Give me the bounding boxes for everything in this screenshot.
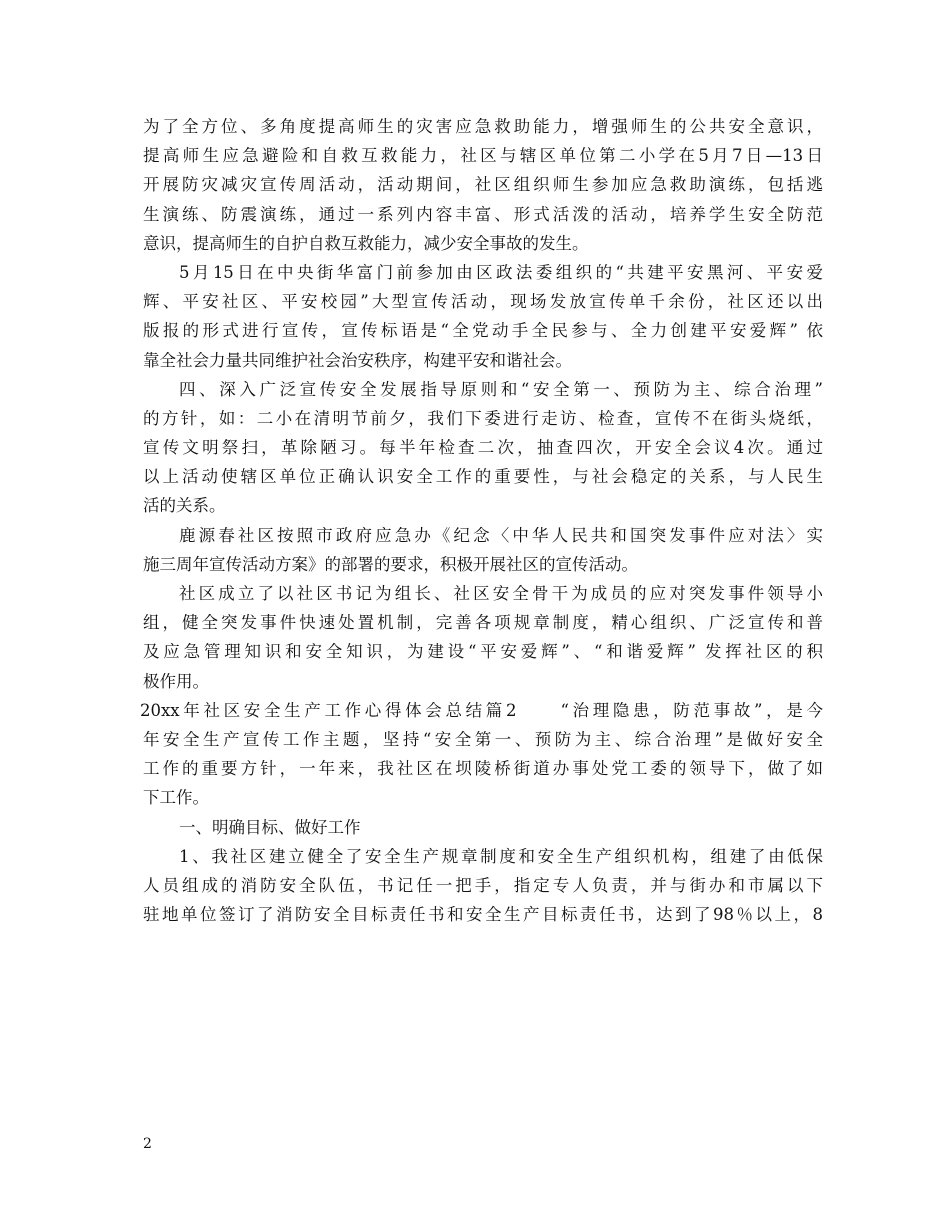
text-line: 施三周年宣传活动方案》的部署的要求，积极开展社区的宣传活动。 — [143, 554, 638, 574]
text-line: 5月15日在中央街华富门前参加由区政法委组织的“共建平安黑河、平安爱 — [179, 262, 823, 282]
text-line: 社区成立了以社区书记为组长、社区安全骨干为成员的应对突发事件领导小 — [179, 584, 823, 603]
text-line: 年安全生产宣传工作主题，坚持“安全第一、预防为主、综合治理”是做好安全 — [143, 729, 823, 749]
text-line: 工作的重要方针，一年来，我社区在坝陵桥街道办事处党工委的领导下，做了如 — [143, 759, 823, 779]
text-line: 生演练、防震演练，通过一系列内容丰富、形式活泼的活动，培养学生安全防范 — [143, 204, 823, 224]
text-line: 20xx年社区安全生产工作心得体会总结篇2 “治理隐患，防范事故”，是今 — [140, 700, 823, 720]
text-line: 意识，提高师生的自护自救互救能力，减少安全事故的发生。 — [143, 233, 589, 253]
text-line: 版报的形式进行宣传，宣传标语是“全党动手全民参与、全力创建平安爱辉” 依 — [143, 321, 823, 341]
text-line: 宣传文明祭扫，革除陋习。每半年检查二次，抽查四次，开安全会议4次。通过 — [143, 438, 823, 458]
text-line: 鹿源春社区按照市政府应急办《纪念〈中华人民共和国突发事件应对法〉实 — [179, 525, 823, 545]
text-line: 开展防灾减灾宣传周活动，活动期间，社区组织师生参加应急救助演练，包括逃 — [143, 175, 823, 195]
text-line: 人员组成的消防安全队伍，书记任一把手，指定专人负责，并与街办和市属以下 — [143, 875, 823, 895]
text-line: 为了全方位、多角度提高师生的灾害应急救助能力，增强师生的公共安全意识， — [143, 117, 823, 136]
text-line: 组，健全突发事件快速处置机制，完善各项规章制度，精心组织、广泛宣传和普 — [143, 613, 823, 633]
text-line: 靠全社会力量共同维护社会治安秩序，构建平安和谐社会。 — [143, 350, 572, 370]
text-line: 及应急管理知识和安全知识，为建设“平安爱辉”、“和谐爱辉” 发挥社区的积 — [143, 642, 823, 662]
text-line: 下工作。 — [143, 788, 209, 808]
page-number: 2 — [143, 1136, 152, 1152]
text-line: 活的关系。 — [143, 496, 226, 516]
text-line: 辉、平安社区、平安校园”大型宣传活动，现场发放宣传单千余份，社区还以出 — [143, 292, 823, 312]
text-line: 四、深入广泛宣传安全发展指导原则和“安全第一、预防为主、综合治理” — [179, 379, 823, 399]
text-line: 驻地单位签订了消防安全目标责任书和安全生产目标责任书，达到了98％以上，8 — [143, 905, 823, 925]
text-line: 1、我社区建立健全了安全生产规章制度和安全生产组织机构，组建了由低保 — [179, 846, 823, 866]
text-line: 一、明确目标、做好工作 — [179, 817, 361, 837]
text-line: 极作用。 — [143, 671, 209, 691]
document-body — [140, 112, 823, 929]
text-line: 以上活动使辖区单位正确认识安全工作的重要性，与社会稳定的关系，与人民生 — [143, 467, 823, 487]
text-line: 的方针，如：二小在清明节前夕，我们下委进行走访、检查，宣传不在街头烧纸， — [143, 408, 823, 428]
text-line: 提高师生应急避险和自救互救能力，社区与辖区单位第二小学在5月7日—13日 — [143, 146, 823, 166]
